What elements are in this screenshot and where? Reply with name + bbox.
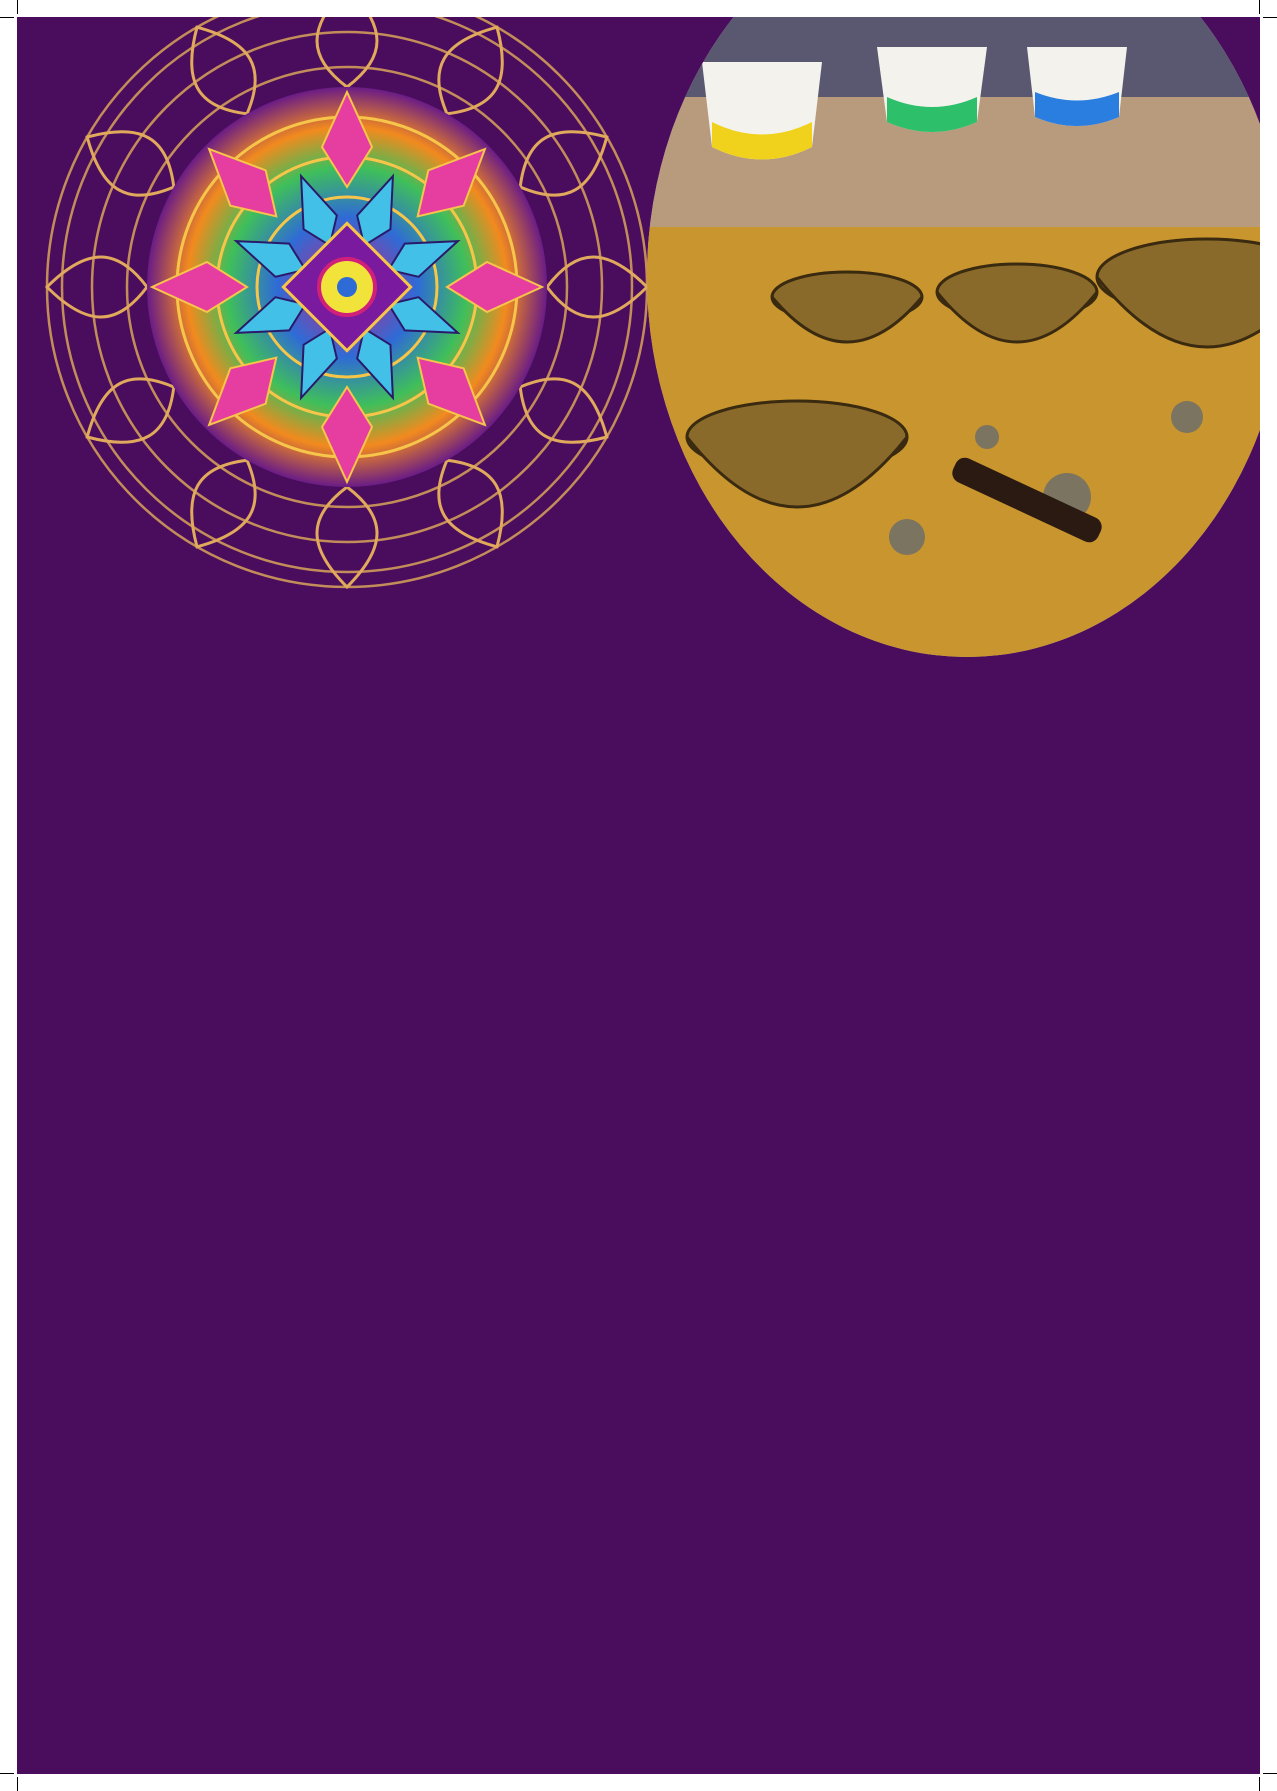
crop-mark (1259, 1777, 1260, 1791)
mandala-illustration (17, 17, 697, 627)
flyer-page (17, 17, 1260, 1774)
crop-mark (0, 17, 14, 18)
crop-mark (1259, 0, 1260, 14)
crop-mark (0, 1773, 14, 1774)
crop-mark (17, 0, 18, 14)
crop-mark (1263, 1773, 1277, 1774)
singing-bowls-photo (647, 17, 1260, 657)
crop-mark (1263, 17, 1277, 18)
crop-mark (17, 1777, 18, 1791)
